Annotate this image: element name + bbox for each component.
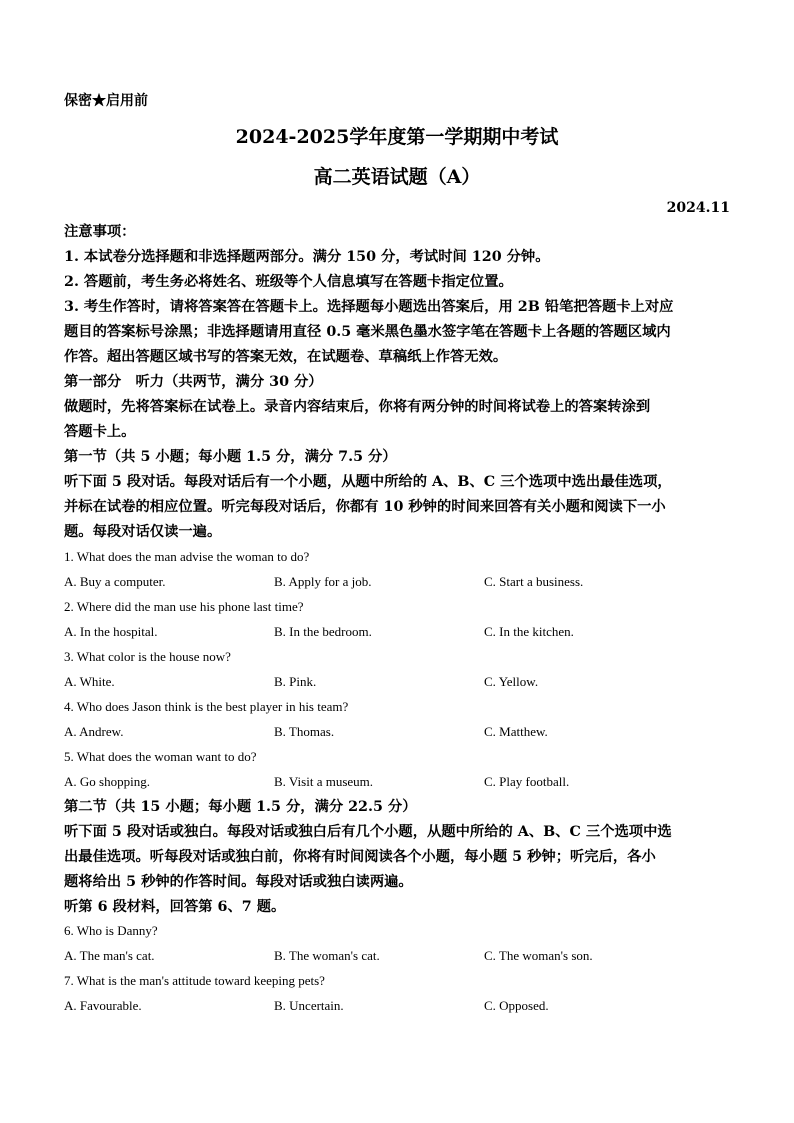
option-b: B. Pink. [274,674,317,689]
question-stem: 3. What color is the house now? [64,649,231,664]
question-stem: 4. Who does Jason think is the best player in his team? [64,699,349,714]
section1-instruction: 题。每段对话仅读一遍。 [64,524,222,540]
question-stem: 2. Where did the man use his phone last time? [64,599,304,614]
section2-instruction: 题将给出 5 秒钟的作答时间。每段对话或独白读两遍。 [64,874,413,890]
option-c: C. Play football. [484,774,570,789]
option-a: A. The man's cat. [64,948,155,963]
option-c: C. Yellow. [484,674,539,689]
notes-line: 2. 答题前，考生务必将姓名、班级等个人信息填写在答题卡指定位置。 [64,274,513,290]
option-a: A. Buy a computer. [64,574,166,589]
section1-instruction: 听下面 5 段对话。每段对话后有一个小题，从题中所给的 A、B、C 三个选项中选出最佳选项， [64,474,672,490]
notes-line: 题目的答案标号涂黑；非选择题请用直径 0.5 毫米黑色墨水签字笔在答题卡上各题的答题区域内 [64,324,671,340]
option-c: C. Start a business. [484,574,584,589]
option-b: B. Visit a museum. [274,774,374,789]
confidential-label: 保密★启用前 [64,93,148,109]
option-c: C. Matthew. [484,724,548,739]
question-stem: 1. What does the man advise the woman to do? [64,549,310,564]
section1-instruction: 并标在试卷的相应位置。听完每段对话后，你都有 10 秒钟的时间来回答有关小题和阅读下一小 [64,499,666,515]
option-a: A. Andrew. [64,724,124,739]
option-b: B. The woman's cat. [274,948,380,963]
option-a: A. Favourable. [64,998,142,1013]
question-stem: 7. What is the man's attitude toward keeping pets? [64,973,325,988]
option-b: B. Thomas. [274,724,335,739]
section2-heading: 第二节（共 15 小题；每小题 1.5 分，满分 22.5 分） [64,799,417,815]
notes-heading: 注意事项： [64,224,136,240]
section1-heading: 第一节（共 5 小题；每小题 1.5 分，满分 7.5 分） [64,449,397,465]
material-heading: 听第 6 段材料，回答第 6、7 题。 [64,899,286,915]
section2-instruction: 出最佳选项。听每段对话或独白前，你将有时间阅读各个小题，每小题 5 秒钟；听完后，各小 [64,849,656,865]
option-c: C. In the kitchen. [484,624,574,639]
option-b: B. Uncertain. [274,998,344,1013]
question-stem: 6. Who is Danny? [64,923,158,938]
option-a: A. White. [64,674,115,689]
exam-title: 2024-2025学年度第一学期期中考试 [235,126,559,148]
notes-line: 作答。超出答题区域书写的答案无效，在试题卷、草稿纸上作答无效。 [64,349,508,365]
part1-heading: 第一部分 听力（共两节，满分 30 分） [64,374,323,390]
part1-instruction: 做题时，先将答案标在试卷上。录音内容结束后，你将有两分钟的时间将试卷上的答案转涂到 [64,399,651,415]
option-b: B. Apply for a job. [274,574,372,589]
exam-subtitle: 高二英语试题（A） [313,166,481,188]
option-a: A. In the hospital. [64,624,158,639]
exam-date: 2024.11 [666,200,730,216]
part1-instruction: 答题卡上。 [64,424,136,440]
option-b: B. In the bedroom. [274,624,372,639]
option-c: C. Opposed. [484,998,549,1013]
option-a: A. Go shopping. [64,774,150,789]
section2-instruction: 听下面 5 段对话或独白。每段对话或独白后有几个小题，从题中所给的 A、B、C 三个选项中选 [64,824,672,840]
notes-line: 1. 本试卷分选择题和非选择题两部分。满分 150 分，考试时间 120 分钟。 [64,249,550,265]
question-stem: 5. What does the woman want to do? [64,749,257,764]
notes-line: 3. 考生作答时，请将答案答在答题卡上。选择题每小题选出答案后，用 2B 铅笔把答题卡上对应 [64,299,674,315]
option-c: C. The woman's son. [484,948,593,963]
